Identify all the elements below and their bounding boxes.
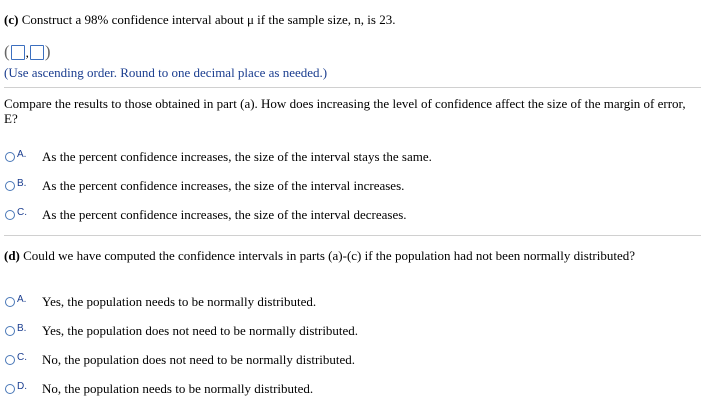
option-text: As the percent confidence increases, the size of the interval decreases.	[42, 207, 407, 222]
option-d-c[interactable]	[5, 351, 355, 369]
option-c-c[interactable]	[5, 206, 407, 224]
radio-button[interactable]	[5, 210, 15, 220]
option-text: No, the population does not need to be normally distributed.	[42, 352, 356, 367]
option-letter: B.	[17, 322, 27, 334]
option-letter: C.	[17, 206, 27, 218]
part-c-question	[4, 12, 395, 28]
option-letter: A.	[17, 148, 27, 160]
radio-button[interactable]	[5, 355, 15, 365]
upper-bound-field[interactable]	[30, 45, 44, 60]
part-c-label: (c)	[4, 12, 19, 27]
radio-button[interactable]	[5, 152, 15, 162]
option-c-b[interactable]	[5, 177, 404, 195]
radio-button[interactable]	[5, 384, 15, 394]
option-text: As the percent confidence increases, the size of the interval increases.	[42, 178, 405, 193]
interval-close-paren: )	[44, 42, 51, 61]
compare-question: Compare the results to those obtained in part (a). How does increasing the level of confidence affect the size of the margin of error, E?	[4, 96, 686, 126]
divider	[4, 87, 701, 88]
radio-button[interactable]	[5, 181, 15, 191]
part-d-question	[4, 248, 694, 263]
part-d-prompt: Could we have computed the confidence intervals in parts (a)-(c) if the population had not been normally distributed?	[23, 248, 636, 263]
option-text: Yes, the population does not need to be normally distributed.	[42, 323, 359, 338]
option-d-d[interactable]	[5, 380, 313, 398]
confidence-interval-input	[4, 42, 51, 62]
part-d-label: (d)	[4, 248, 20, 263]
part-c-prompt: Construct a 98% confidence interval about μ if the sample size, n, is 23.	[21, 12, 396, 27]
option-letter: C.	[17, 351, 27, 363]
option-letter: B.	[17, 177, 27, 189]
radio-button[interactable]	[5, 326, 15, 336]
option-d-b[interactable]	[5, 322, 358, 340]
option-c-a[interactable]	[5, 148, 432, 166]
option-text: No, the population needs to be normally distributed.	[42, 381, 314, 396]
lower-bound-field[interactable]	[11, 45, 25, 60]
divider	[4, 235, 701, 236]
option-d-a[interactable]	[5, 293, 316, 311]
option-letter: D.	[17, 380, 27, 392]
option-text: As the percent confidence increases, the size of the interval stays the same.	[42, 149, 432, 164]
rounding-hint: (Use ascending order. Round to one decimal place as needed.)	[4, 65, 328, 80]
interval-comma: ,	[25, 44, 29, 60]
radio-button[interactable]	[5, 297, 15, 307]
option-text: Yes, the population needs to be normally distributed.	[42, 294, 317, 309]
interval-open-paren: (	[4, 42, 10, 61]
option-letter: A.	[17, 293, 27, 305]
